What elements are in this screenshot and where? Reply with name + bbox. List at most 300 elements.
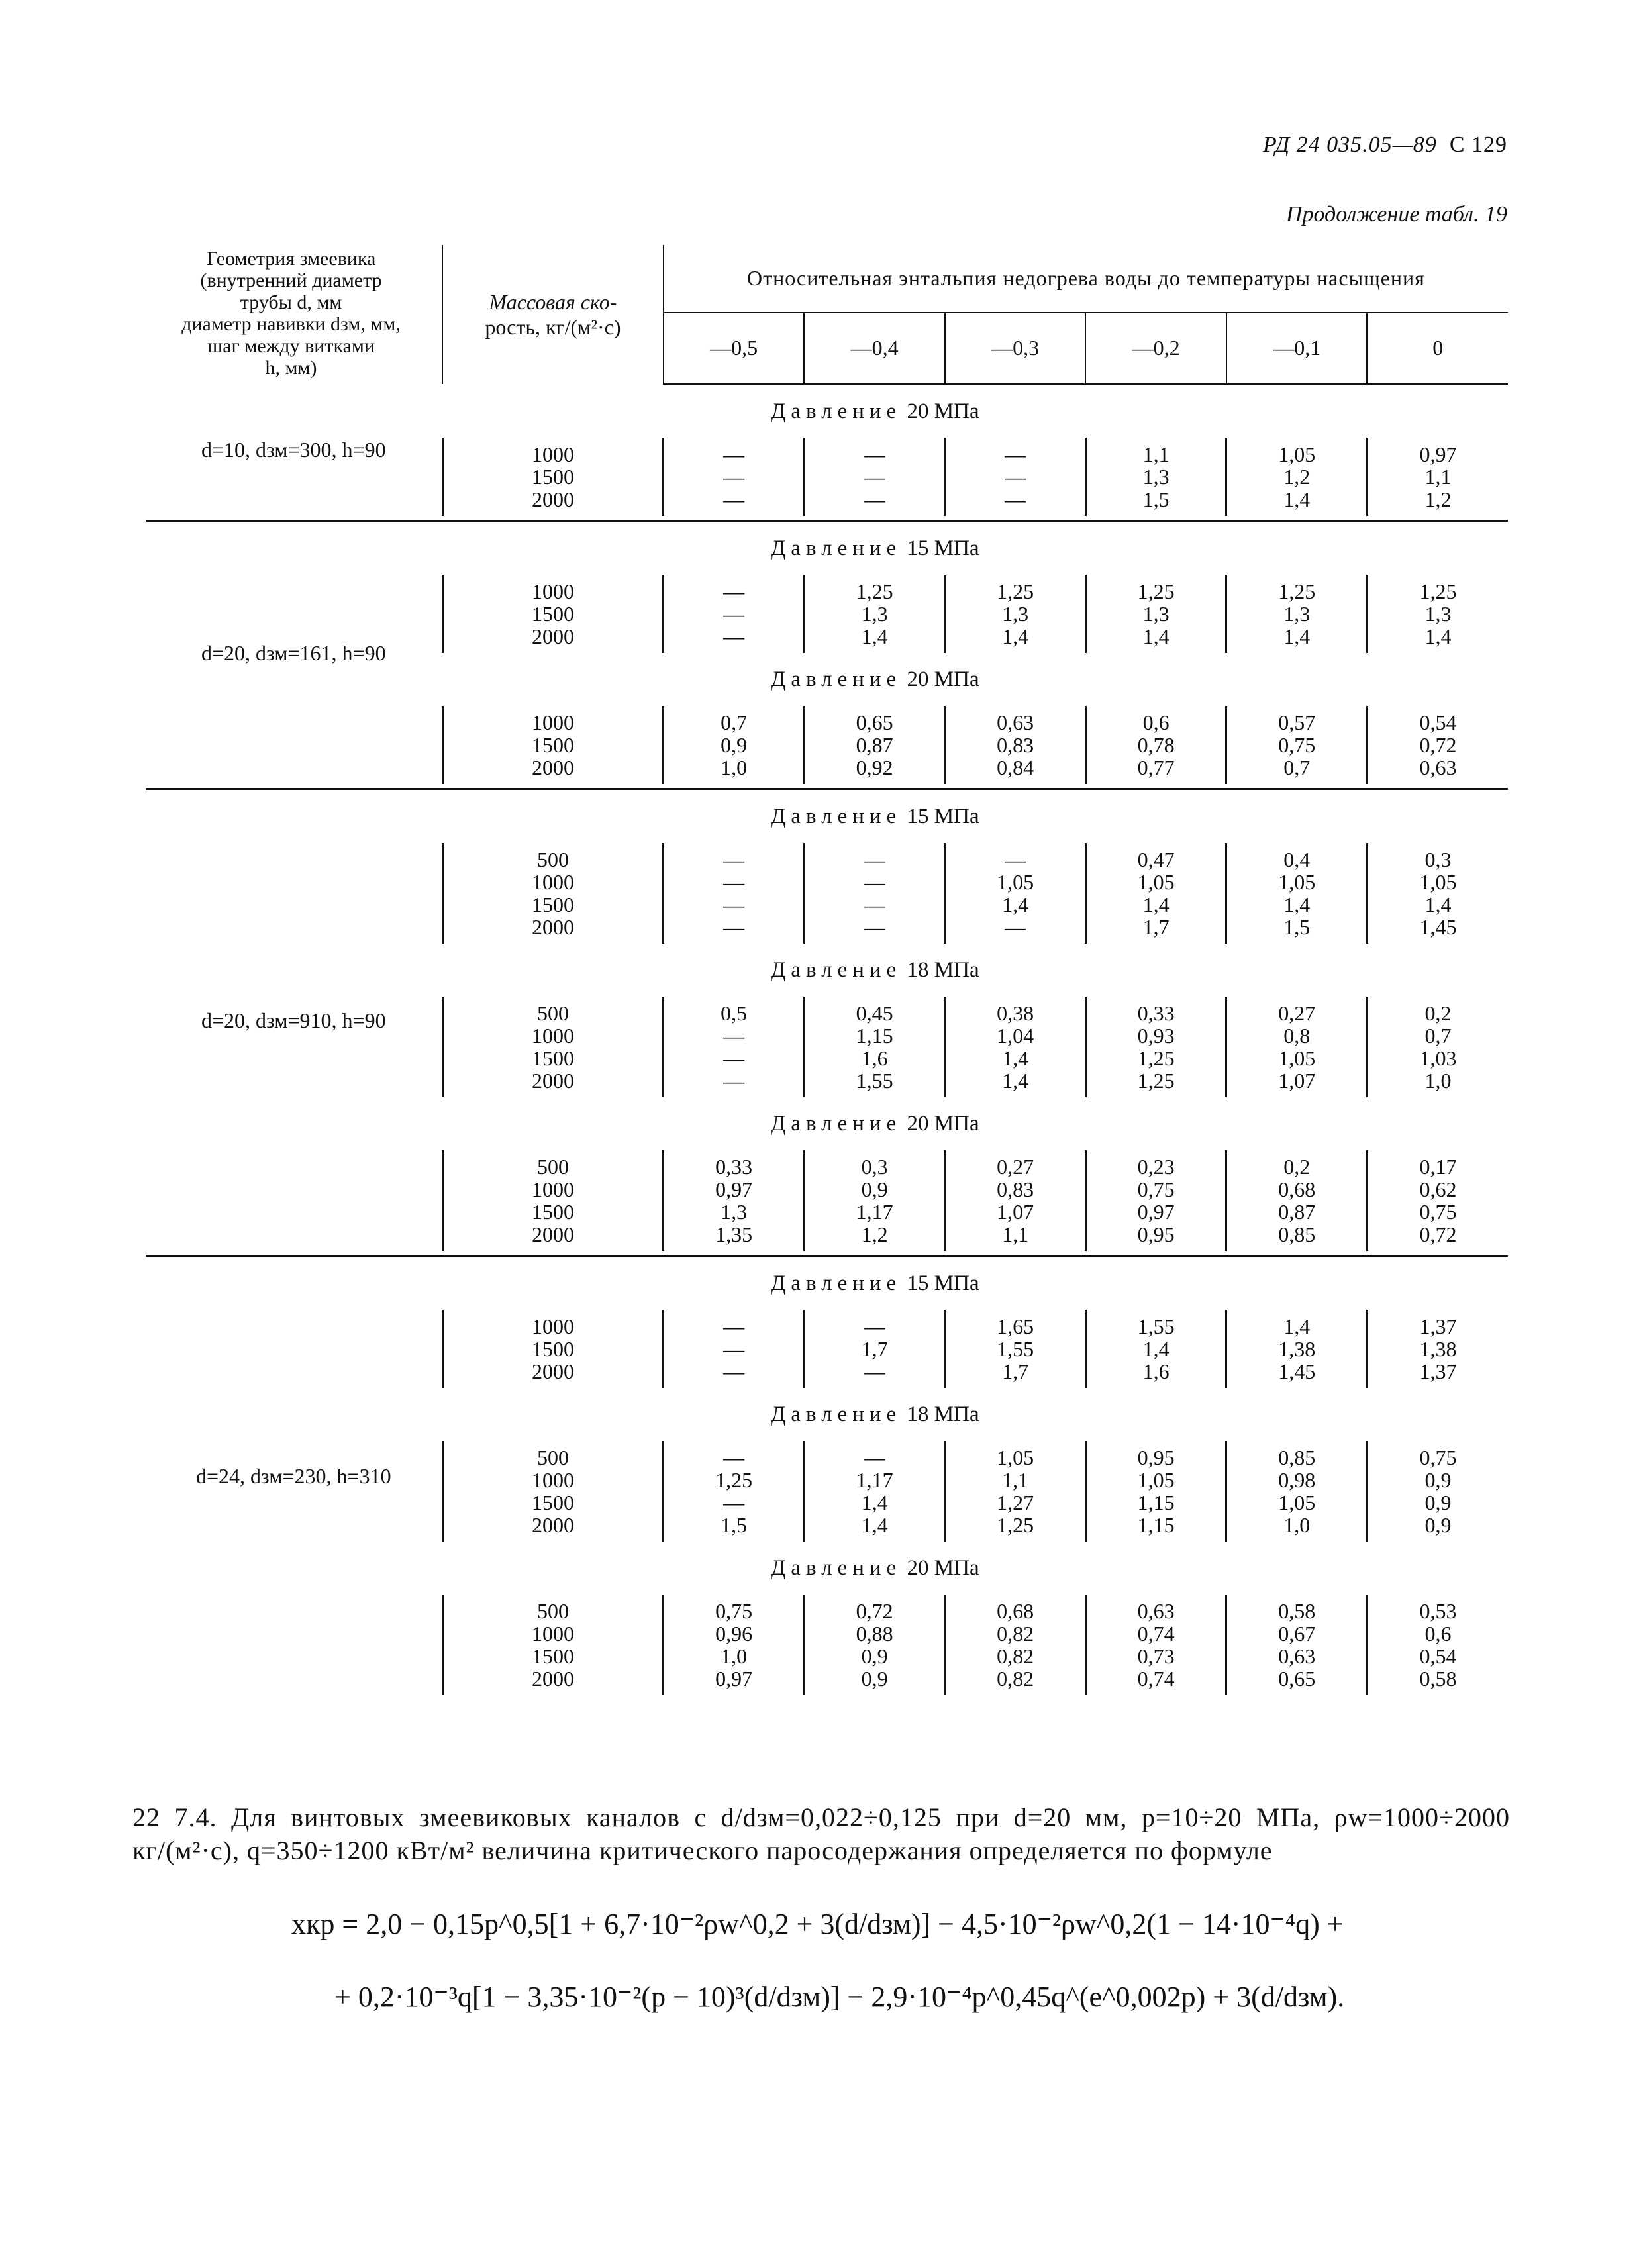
table-value: 0,6 — [1424, 1622, 1452, 1646]
table-value: 1,6 — [1142, 1359, 1170, 1383]
value-cell — [1367, 1441, 1508, 1542]
mass-velocity-value: 2000 — [531, 1069, 574, 1093]
value-cell — [1085, 1150, 1226, 1251]
table-value: 1,37 — [1419, 1359, 1457, 1383]
table-value: 1,07 — [997, 1200, 1034, 1224]
value-cell — [804, 1595, 945, 1695]
enthalpy-value: —0,4 — [804, 313, 945, 384]
table-value: 0,82 — [997, 1644, 1034, 1668]
value-cell — [1226, 706, 1368, 784]
table-value: — — [723, 1314, 745, 1338]
table-value: — — [864, 465, 885, 489]
pressure-label — [664, 1388, 1508, 1441]
table-value: 1,4 — [1283, 487, 1311, 511]
mass-velocity-value: 1000 — [531, 442, 574, 466]
table-value: 1,17 — [856, 1468, 893, 1492]
value-cell — [945, 575, 1086, 653]
table-value: 0,47 — [1137, 848, 1175, 871]
mass-velocity-value: 2000 — [531, 1222, 574, 1246]
table-value: 1,4 — [1002, 624, 1029, 648]
table-value: — — [1005, 442, 1026, 466]
table-value: 1,05 — [1137, 1468, 1175, 1492]
table-value: 1,7 — [861, 1337, 888, 1361]
pressure-row — [146, 521, 1508, 575]
table-value: 0,63 — [1137, 1599, 1175, 1623]
mass-velocity-value: 1000 — [531, 711, 574, 734]
header-mass-line: рость, кг/(м²·с) — [485, 315, 621, 339]
table-value: 1,1 — [1002, 1222, 1029, 1246]
table-value: 0,95 — [1137, 1222, 1175, 1246]
table-value: 1,2 — [861, 1222, 888, 1246]
table-value: — — [1005, 487, 1026, 511]
table-value: 1,0 — [1424, 1069, 1452, 1093]
table-value: 0,17 — [1419, 1155, 1457, 1179]
table-value: 0,58 — [1278, 1599, 1316, 1623]
mass-velocity-value: 1500 — [531, 1644, 574, 1668]
value-cell — [1085, 1441, 1226, 1542]
table-value: 1,4 — [1283, 893, 1311, 916]
mass-velocity-cell — [442, 1150, 664, 1251]
mass-velocity-cell — [442, 438, 664, 516]
table-value: — — [864, 915, 885, 939]
mass-velocity-cell — [442, 1310, 664, 1388]
table-value: — — [1005, 915, 1026, 939]
table-value: — — [723, 1024, 745, 1048]
mass-velocity-value: 2000 — [531, 1513, 574, 1537]
table-value: 0,88 — [856, 1622, 893, 1646]
separator-line — [146, 516, 1508, 521]
pressure-label — [664, 944, 1508, 997]
mass-velocity-value: 1000 — [531, 1314, 574, 1338]
table-value: 1,65 — [997, 1314, 1034, 1338]
table-value: 0,9 — [861, 1644, 888, 1668]
table-value: 1,15 — [1137, 1513, 1175, 1537]
table-value: 1,4 — [861, 1491, 888, 1514]
header-mass-line: Массовая ско- — [489, 290, 617, 314]
value-cell — [1367, 1595, 1508, 1695]
pressure-word: Давление — [770, 1402, 902, 1426]
table-value: 0,65 — [1278, 1667, 1316, 1691]
table-value: — — [723, 442, 745, 466]
table-value: 0,57 — [1278, 711, 1316, 734]
group-separator — [146, 784, 1508, 789]
table-value: 1,3 — [1142, 465, 1170, 489]
table-value: 1,0 — [721, 1644, 748, 1668]
table-value: 0,9 — [1424, 1468, 1452, 1492]
table-value: 0,23 — [1137, 1155, 1175, 1179]
table-value: 0,33 — [715, 1155, 753, 1179]
table-value: 1,4 — [1424, 624, 1452, 648]
table-value: 0,75 — [1419, 1446, 1457, 1469]
mass-spacer — [442, 1256, 664, 1310]
table-value: 0,75 — [715, 1599, 753, 1623]
document-code: РД 24 035.05—89 — [1263, 132, 1437, 157]
mass-velocity-cell — [442, 706, 664, 784]
group-separator — [146, 1251, 1508, 1256]
pressure-label — [664, 1097, 1508, 1150]
geometry-label: d=20, dзм=910, h=90 — [201, 1008, 386, 1032]
table-value: 0,97 — [1419, 442, 1457, 466]
enthalpy-value: —0,2 — [1085, 313, 1226, 384]
table-value: 1,25 — [1137, 579, 1175, 603]
table-value: 0,2 — [1283, 1155, 1311, 1179]
table-value: — — [723, 915, 745, 939]
table-value: 0,58 — [1419, 1667, 1457, 1691]
value-cell — [1226, 1595, 1368, 1695]
data-table — [146, 245, 1508, 1695]
continuation-title: Продолжение табл. 19 — [1285, 202, 1507, 226]
pressure-value: 15 МПа — [907, 536, 979, 560]
table-value: 0,82 — [997, 1667, 1034, 1691]
header-row — [146, 245, 1508, 313]
value-cell — [1085, 997, 1226, 1097]
table-value: 0,67 — [1278, 1622, 1316, 1646]
table-value: 0,3 — [1424, 848, 1452, 871]
table-value: 1,38 — [1278, 1337, 1316, 1361]
table-value: 1,37 — [1419, 1314, 1457, 1338]
mass-velocity-value: 1500 — [531, 1491, 574, 1514]
mass-velocity-value: 2000 — [531, 624, 574, 648]
pressure-value: 18 МПа — [907, 958, 979, 982]
pressure-word: Давление — [770, 536, 902, 560]
table-value: 0,45 — [856, 1001, 893, 1025]
table-value: 0,97 — [1137, 1200, 1175, 1224]
table-value: 0,9 — [861, 1177, 888, 1201]
value-cell — [804, 575, 945, 653]
mass-spacer — [442, 789, 664, 844]
header-geometry-line: трубы d, мм — [240, 291, 342, 313]
pressure-word: Давление — [770, 399, 902, 423]
table-value: 0,9 — [1424, 1513, 1452, 1537]
table-value: 1,6 — [861, 1046, 888, 1070]
table-value: 1,45 — [1419, 915, 1457, 939]
pressure-value: 20 МПа — [907, 1555, 979, 1580]
mass-velocity-value: 1000 — [531, 870, 574, 894]
mass-velocity-value: 1500 — [531, 1046, 574, 1070]
table-value: 1,25 — [997, 1513, 1034, 1537]
table-value: — — [864, 1446, 885, 1469]
table-value: — — [723, 1046, 745, 1070]
table-value: 1,3 — [1424, 602, 1452, 626]
mass-velocity-value: 2000 — [531, 915, 574, 939]
table-value: 1,5 — [1142, 487, 1170, 511]
pressure-label — [664, 1542, 1508, 1595]
value-cell — [1226, 575, 1368, 653]
enthalpy-value: —0,1 — [1226, 313, 1368, 384]
mass-velocity-value: 1500 — [531, 465, 574, 489]
header-geometry-line: h, мм) — [265, 357, 317, 379]
table-value: 0,54 — [1419, 711, 1457, 734]
pressure-word: Давление — [770, 1271, 902, 1295]
page-number: С 129 — [1449, 132, 1507, 157]
table-value: 1,05 — [1278, 1046, 1316, 1070]
pressure-row — [146, 1256, 1508, 1310]
table-value: 0,27 — [997, 1155, 1034, 1179]
pressure-value: 18 МПа — [907, 1402, 979, 1426]
table-value: 1,1 — [1002, 1468, 1029, 1492]
table-value: 0,7 — [721, 711, 748, 734]
value-cell — [1226, 1441, 1368, 1542]
table-value: 1,38 — [1419, 1337, 1457, 1361]
table-value: 0,68 — [1278, 1177, 1316, 1201]
table-value: 0,63 — [997, 711, 1034, 734]
value-cell — [1367, 438, 1508, 516]
table-value: 1,4 — [1424, 893, 1452, 916]
value-cell — [1367, 706, 1508, 784]
mass-velocity-value: 500 — [536, 1599, 569, 1623]
header-geometry-line: Геометрия змеевика — [206, 248, 376, 270]
header-enthalpy: Относительная энтальпия недогрева воды до температуры насыщения — [664, 245, 1508, 313]
table-value: 1,55 — [856, 1069, 893, 1093]
pressure-row — [146, 789, 1508, 844]
value-cell — [945, 1441, 1086, 1542]
value-cell — [664, 997, 805, 1097]
value-cell — [1226, 997, 1368, 1097]
header-geometry-line: диаметр навивки dзм, мм, — [181, 313, 401, 335]
table-value: 0,77 — [1137, 756, 1175, 779]
table-value: 1,25 — [715, 1468, 753, 1492]
mass-velocity-cell — [442, 1595, 664, 1695]
table-value: 0,96 — [715, 1622, 753, 1646]
table-value: 0,9 — [721, 733, 748, 757]
table-value: — — [864, 893, 885, 916]
mass-velocity-value: 500 — [536, 1446, 569, 1469]
enthalpy-value: —0,3 — [945, 313, 1086, 384]
mass-velocity-value: 2000 — [531, 756, 574, 779]
table-value: 0,73 — [1137, 1644, 1175, 1668]
value-cell — [1085, 706, 1226, 784]
mass-velocity-value: 1000 — [531, 1024, 574, 1048]
mass-velocity-cell — [442, 575, 664, 653]
table-value: 0,84 — [997, 756, 1034, 779]
table-value: 0,6 — [1142, 711, 1170, 734]
pressure-label — [664, 521, 1508, 575]
table-value: 1,4 — [1002, 893, 1029, 916]
table-value: 1,07 — [1278, 1069, 1316, 1093]
table-value: 0,74 — [1137, 1622, 1175, 1646]
mass-spacer — [442, 944, 664, 997]
table-value: 0,2 — [1424, 1001, 1452, 1025]
table-value: 1,4 — [1142, 1337, 1170, 1361]
geometry-label: d=10, dзм=300, h=90 — [201, 438, 386, 462]
table-value: 1,25 — [1278, 579, 1316, 603]
header-mass-velocity — [442, 245, 664, 384]
table-value: 1,25 — [1419, 579, 1457, 603]
value-cell — [945, 1595, 1086, 1695]
mass-velocity-value: 2000 — [531, 1667, 574, 1691]
table-value: 0,97 — [715, 1177, 753, 1201]
table-value: — — [723, 1359, 745, 1383]
table-value: 0,8 — [1283, 1024, 1311, 1048]
table-value: 0,72 — [1419, 733, 1457, 757]
table-value: — — [864, 1314, 885, 1338]
page-header — [1263, 132, 1507, 158]
table-value: 1,25 — [1137, 1046, 1175, 1070]
pressure-value: 15 МПа — [907, 804, 979, 828]
table-value: 0,87 — [856, 733, 893, 757]
table-value: 1,05 — [997, 1446, 1034, 1469]
mass-velocity-value: 1500 — [531, 893, 574, 916]
table-value: 0,97 — [715, 1667, 753, 1691]
table-value: 0,7 — [1424, 1024, 1452, 1048]
pressure-word: Давление — [770, 958, 902, 982]
mass-velocity-value: 1000 — [531, 1468, 574, 1492]
table-value: 0,27 — [1278, 1001, 1316, 1025]
table-value: 0,3 — [861, 1155, 888, 1179]
table-value: 1,3 — [1283, 602, 1311, 626]
value-cell — [664, 438, 805, 516]
table-value: 1,1 — [1142, 442, 1170, 466]
table-value: 1,05 — [1278, 442, 1316, 466]
table-value: — — [864, 1359, 885, 1383]
value-cell — [804, 706, 945, 784]
table-value: 1,15 — [1137, 1491, 1175, 1514]
mass-spacer — [442, 1542, 664, 1595]
table-value: 1,55 — [997, 1337, 1034, 1361]
formula-line-2: + 0,2·10⁻³q[1 − 3,35·10⁻²(p − 10)³(d/dзм)] − 2,9·10⁻⁴p^0,45q^(e^0,002p) + 3(d/dзм). — [334, 1981, 1345, 2013]
table-value: 0,9 — [861, 1667, 888, 1691]
pressure-value: 15 МПа — [907, 1271, 979, 1295]
table-value: 1,25 — [1137, 1069, 1175, 1093]
value-cell — [804, 1441, 945, 1542]
table-value: 1,0 — [1283, 1513, 1311, 1537]
value-cell — [804, 1310, 945, 1388]
table-value: 0,75 — [1278, 733, 1316, 757]
table-value: 1,3 — [1142, 602, 1170, 626]
value-cell — [664, 1441, 805, 1542]
enthalpy-value: —0,5 — [664, 313, 805, 384]
enthalpy-value: 0 — [1367, 313, 1508, 384]
pressure-label — [664, 653, 1508, 706]
value-cell — [804, 438, 945, 516]
table-value: 1,25 — [856, 579, 893, 603]
table-value: 0,68 — [997, 1599, 1034, 1623]
table-value: 1,3 — [1002, 602, 1029, 626]
table-value: — — [723, 579, 745, 603]
table-value: 1,5 — [721, 1513, 748, 1537]
separator-line — [146, 784, 1508, 789]
table-value: 0,53 — [1419, 1599, 1457, 1623]
mass-velocity-cell — [442, 843, 664, 944]
table-value: — — [723, 1337, 745, 1361]
table-value: 1,4 — [861, 1513, 888, 1537]
mass-velocity-cell — [442, 1441, 664, 1542]
paragraph-text: 22 7.4. Для винтовых змеевиковых каналов с d/dзм=0,022÷0,125 при d=20 мм, p=10÷20 МПа, ρw=1000÷2000 кг/(м²·с), q=350÷1200 кВт/м² величина критического паросодержания определяется по формуле — [132, 1802, 1510, 1865]
header-geometry-line: (внутренний диаметр — [200, 270, 382, 291]
table-value: 0,72 — [856, 1599, 893, 1623]
mass-velocity-value: 500 — [536, 1155, 569, 1179]
table-value: 1,27 — [997, 1491, 1034, 1514]
mass-velocity-value: 1500 — [531, 602, 574, 626]
pressure-value: 20 МПа — [907, 667, 979, 691]
value-cell — [945, 706, 1086, 784]
table-value: 0,95 — [1137, 1446, 1175, 1469]
table-value: 0,65 — [856, 711, 893, 734]
table-value: 1,4 — [1002, 1046, 1029, 1070]
table-value: 1,1 — [1424, 465, 1452, 489]
table-value: 0,9 — [1424, 1491, 1452, 1514]
value-cell — [1085, 438, 1226, 516]
table-value: 1,4 — [1142, 893, 1170, 916]
table-value: 0,75 — [1137, 1177, 1175, 1201]
value-cell — [804, 997, 945, 1097]
pressure-word: Давление — [770, 804, 902, 828]
table-value: 0,85 — [1278, 1222, 1316, 1246]
value-cell — [1367, 843, 1508, 944]
table-value: 1,05 — [1278, 870, 1316, 894]
table-value: 0,63 — [1278, 1644, 1316, 1668]
mass-velocity-value: 1500 — [531, 1337, 574, 1361]
pressure-row — [146, 384, 1508, 438]
table-value: — — [864, 487, 885, 511]
pressure-label — [664, 384, 1508, 438]
mass-spacer — [442, 521, 664, 575]
table-value: 1,15 — [856, 1024, 893, 1048]
pressure-word: Давление — [770, 667, 902, 691]
mass-velocity-value: 1500 — [531, 1200, 574, 1224]
table-value: 1,7 — [1002, 1359, 1029, 1383]
table-value: 0,33 — [1137, 1001, 1175, 1025]
mass-velocity-value: 2000 — [531, 487, 574, 511]
table-value: — — [864, 848, 885, 871]
mass-velocity-value: 500 — [536, 848, 569, 871]
pressure-label — [664, 1256, 1508, 1310]
table-value: 1,25 — [997, 579, 1034, 603]
value-cell — [1226, 843, 1368, 944]
table-value: 0,85 — [1278, 1446, 1316, 1469]
table-value: — — [723, 624, 745, 648]
table-value: — — [723, 870, 745, 894]
table-value: — — [864, 442, 885, 466]
table-value: 1,04 — [997, 1024, 1034, 1048]
table-value: 0,5 — [721, 1001, 748, 1025]
value-cell — [945, 843, 1086, 944]
header-geometry-line: шаг между витками — [207, 335, 375, 357]
mass-velocity-value: 1000 — [531, 579, 574, 603]
table-value: 1,05 — [1278, 1491, 1316, 1514]
mass-velocity-value: 1500 — [531, 733, 574, 757]
pressure-word: Давление — [770, 1111, 902, 1136]
pressure-value: 20 МПа — [907, 399, 979, 423]
geometry-label: d=20, dзм=161, h=90 — [201, 640, 386, 665]
table-value: 0,92 — [856, 756, 893, 779]
value-cell — [945, 1310, 1086, 1388]
value-cell — [664, 1150, 805, 1251]
table-value: 0,83 — [997, 1177, 1034, 1201]
pressure-value: 20 МПа — [907, 1111, 979, 1136]
table-value: 1,55 — [1137, 1314, 1175, 1338]
formula-line-1: xкр = 2,0 − 0,15p^0,5[1 + 6,7·10⁻²ρw^0,2 + 3(d/dзм)] − 4,5·10⁻²ρw^0,2(1 − 14·10⁻⁴q) + — [291, 1908, 1344, 1940]
value-cell — [664, 843, 805, 944]
mass-velocity-cell — [442, 997, 664, 1097]
geometry-label: d=24, dзм=230, h=310 — [196, 1463, 391, 1488]
pressure-word: Давление — [770, 1555, 902, 1580]
table-value: 0,75 — [1419, 1200, 1457, 1224]
table-value: — — [723, 848, 745, 871]
table-value: 0,7 — [1283, 756, 1311, 779]
value-cell — [945, 997, 1086, 1097]
mass-spacer — [442, 384, 664, 438]
table-value: 1,45 — [1278, 1359, 1316, 1383]
table-value: 0,63 — [1419, 756, 1457, 779]
table-value: — — [864, 870, 885, 894]
mass-velocity-value: 2000 — [531, 1359, 574, 1383]
paragraph — [132, 1801, 1510, 1867]
value-cell — [945, 438, 1086, 516]
table-value: 0,38 — [997, 1001, 1034, 1025]
table-value: 1,4 — [1002, 1069, 1029, 1093]
value-cell — [804, 843, 945, 944]
